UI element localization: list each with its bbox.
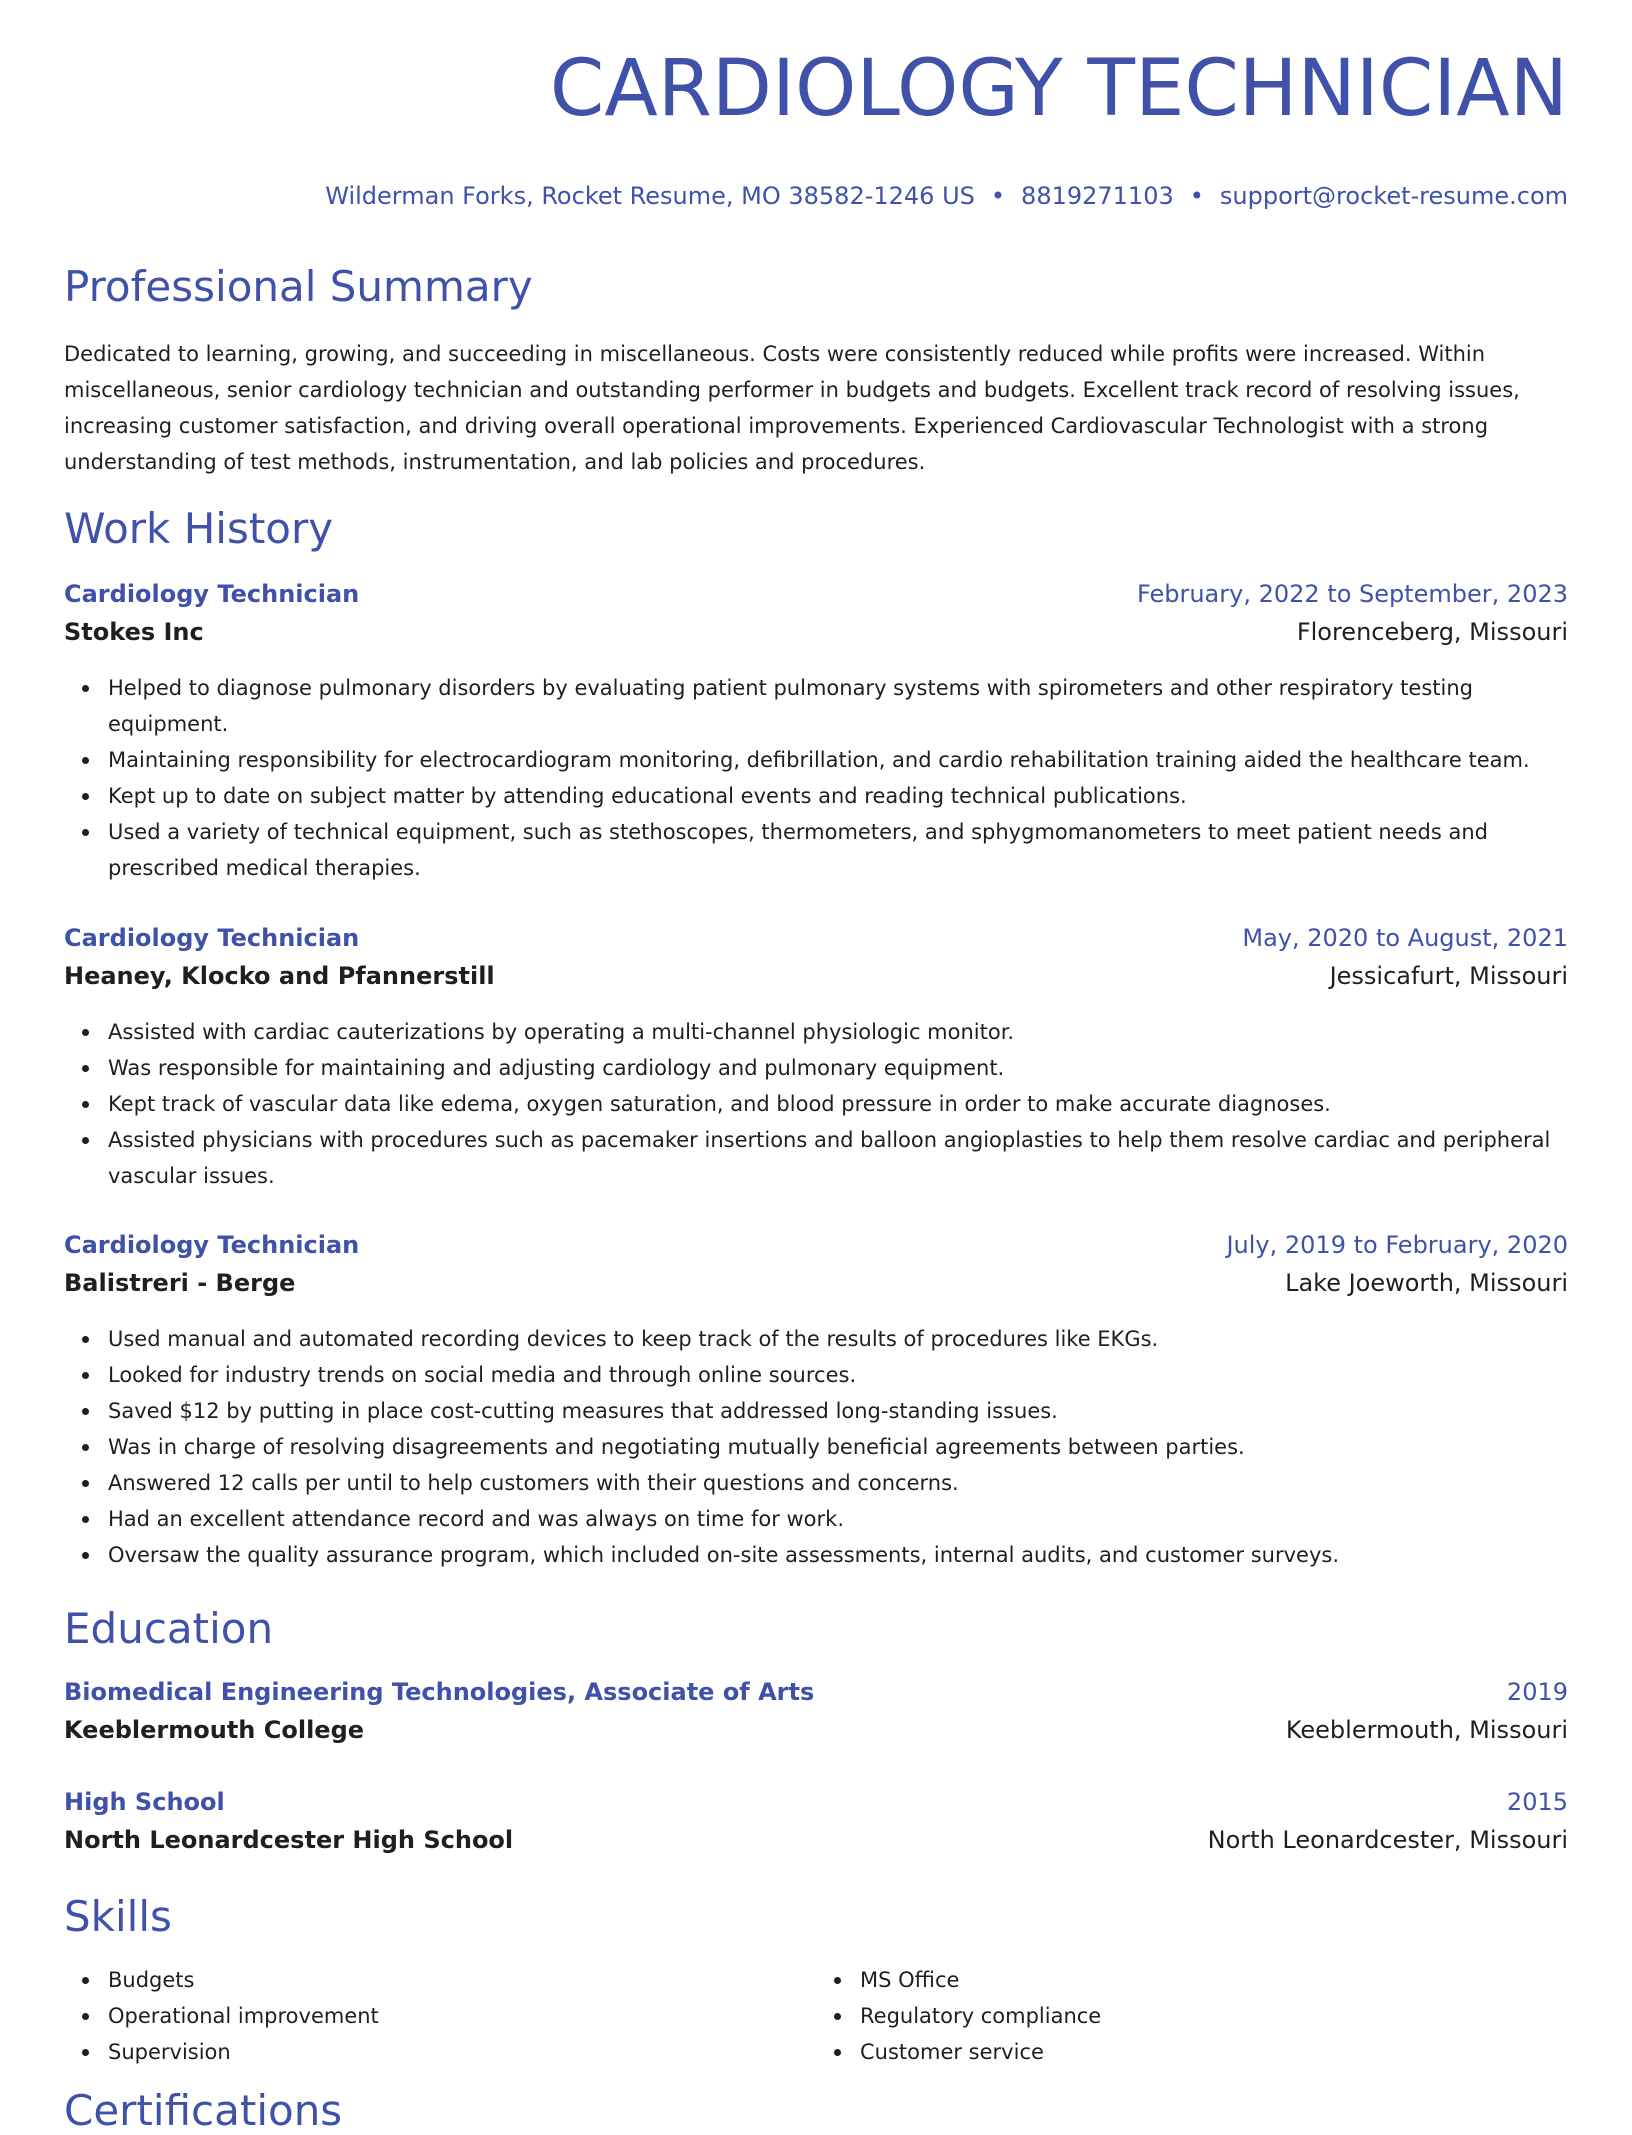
education-entry — [64, 1678, 1568, 1754]
education-location: North Leonardcester, Missouri — [1207, 1826, 1568, 1854]
education-degree: High School — [64, 1788, 225, 1816]
list-item: Kept track of vascular data like edema, oxygen saturation, and blood pressure in order to make accurate diagnoses. — [108, 1086, 1568, 1122]
next-section-heading-cut — [64, 2086, 343, 2135]
list-item: Was responsible for maintaining and adjusting cardiology and pulmonary equipment. — [108, 1050, 1568, 1086]
job-dates: May, 2020 to August, 2021 — [1242, 924, 1568, 952]
job-location: Florenceberg, Missouri — [1296, 618, 1568, 646]
job-company: Balistreri - Berge — [64, 1269, 296, 1297]
job-bullets — [64, 1321, 1568, 1573]
contact-email[interactable]: support@rocket-resume.com — [1219, 182, 1568, 210]
contact-phone: 8819271103 — [1021, 182, 1174, 210]
list-item: Assisted physicians with procedures such as pacemaker insertions and balloon angioplasties to help them resolve cardiac and peripheral vascular issues. — [108, 1122, 1568, 1194]
job-dates: July, 2019 to February, 2020 — [1226, 1231, 1568, 1259]
summary-heading: Professional Summary — [64, 262, 533, 311]
resume-name: CARDIOLOGY TECHNICIAN — [549, 44, 1568, 134]
job-entry — [64, 580, 1568, 886]
list-item: Had an excellent attendance record and was always on time for work. — [108, 1501, 1568, 1537]
job-location: Lake Joeworth, Missouri — [1285, 1269, 1568, 1297]
education-school: North Leonardcester High School — [64, 1826, 514, 1854]
skill-item: Regulatory compliance — [860, 1998, 1568, 2034]
job-company: Stokes Inc — [64, 618, 204, 646]
education-heading: Education — [64, 1604, 274, 1653]
list-item: Looked for industry trends on social media and through online sources. — [108, 1357, 1568, 1393]
education-year: 2019 — [1506, 1678, 1568, 1706]
job-bullets — [64, 1014, 1568, 1194]
education-year: 2015 — [1506, 1788, 1568, 1816]
education-school: Keeblermouth College — [64, 1716, 365, 1744]
list-item: Answered 12 calls per until to help customers with their questions and concerns. — [108, 1465, 1568, 1501]
skills-list — [64, 1962, 1568, 2070]
job-title: Cardiology Technician — [64, 924, 360, 952]
contact-line — [325, 182, 1568, 210]
contact-address: Wilderman Forks, Rocket Resume, MO 38582-1246 US — [325, 182, 975, 210]
skills-column-right — [816, 1962, 1568, 2070]
skill-item: MS Office — [860, 1962, 1568, 1998]
contact-separator: • — [990, 182, 1006, 210]
list-item: Used a variety of technical equipment, such as stethoscopes, thermometers, and sphygmomanometers to meet patient needs and prescribed medical therapies. — [108, 814, 1568, 886]
list-item: Assisted with cardiac cauterizations by operating a multi-channel physiologic monitor. — [108, 1014, 1568, 1050]
skill-item: Operational improvement — [108, 1998, 816, 2034]
list-item: Helped to diagnose pulmonary disorders by evaluating patient pulmonary systems with spirometers and other respiratory testing equipment. — [108, 670, 1568, 742]
list-item: Kept up to date on subject matter by attending educational events and reading technical publications. — [108, 778, 1568, 814]
next-section-heading: Certifications — [64, 2086, 343, 2135]
education-location: Keeblermouth, Missouri — [1285, 1716, 1568, 1744]
skills-column-left — [64, 1962, 816, 2070]
education-entry — [64, 1788, 1568, 1864]
job-bullets — [64, 670, 1568, 886]
work-history-heading: Work History — [64, 504, 334, 553]
job-entry — [64, 924, 1568, 1194]
job-title: Cardiology Technician — [64, 580, 360, 608]
skill-item: Budgets — [108, 1962, 816, 1998]
contact-separator: • — [1189, 182, 1204, 210]
resume-page — [64, 0, 1568, 2135]
job-company: Heaney, Klocko and Pfannerstill — [64, 962, 495, 990]
skill-item: Customer service — [860, 2034, 1568, 2070]
education-degree: Biomedical Engineering Technologies, Associate of Arts — [64, 1678, 815, 1706]
list-item: Oversaw the quality assurance program, which included on-site assessments, internal audits, and customer surveys. — [108, 1537, 1568, 1573]
list-item: Used manual and automated recording devices to keep track of the results of procedures like EKGs. — [108, 1321, 1568, 1357]
job-dates: February, 2022 to September, 2023 — [1136, 580, 1568, 608]
skills-heading: Skills — [64, 1892, 172, 1941]
job-location: Jessicafurt, Missouri — [1329, 962, 1568, 990]
list-item: Was in charge of resolving disagreements and negotiating mutually beneficial agreements between parties. — [108, 1429, 1568, 1465]
summary-text: Dedicated to learning, growing, and succeeding in miscellaneous. Costs were consistently reduced while profits were increased. Within miscellaneous, senior cardiology technician and outstanding performer in budgets and budgets. Excellent track record of resolving issues, increasing customer satisfaction, and driving overall operational improvements. Experienced Cardiovascular Technologist with a strong understanding of test methods, instrumentation, and lab policies and procedures. — [64, 342, 1520, 474]
list-item: Saved $12 by putting in place cost-cutting measures that addressed long-standing issues. — [108, 1393, 1568, 1429]
job-title: Cardiology Technician — [64, 1231, 360, 1259]
job-entry — [64, 1231, 1568, 1573]
skill-item: Supervision — [108, 2034, 816, 2070]
list-item: Maintaining responsibility for electrocardiogram monitoring, defibrillation, and cardio rehabilitation training aided the healthcare team. — [108, 742, 1568, 778]
